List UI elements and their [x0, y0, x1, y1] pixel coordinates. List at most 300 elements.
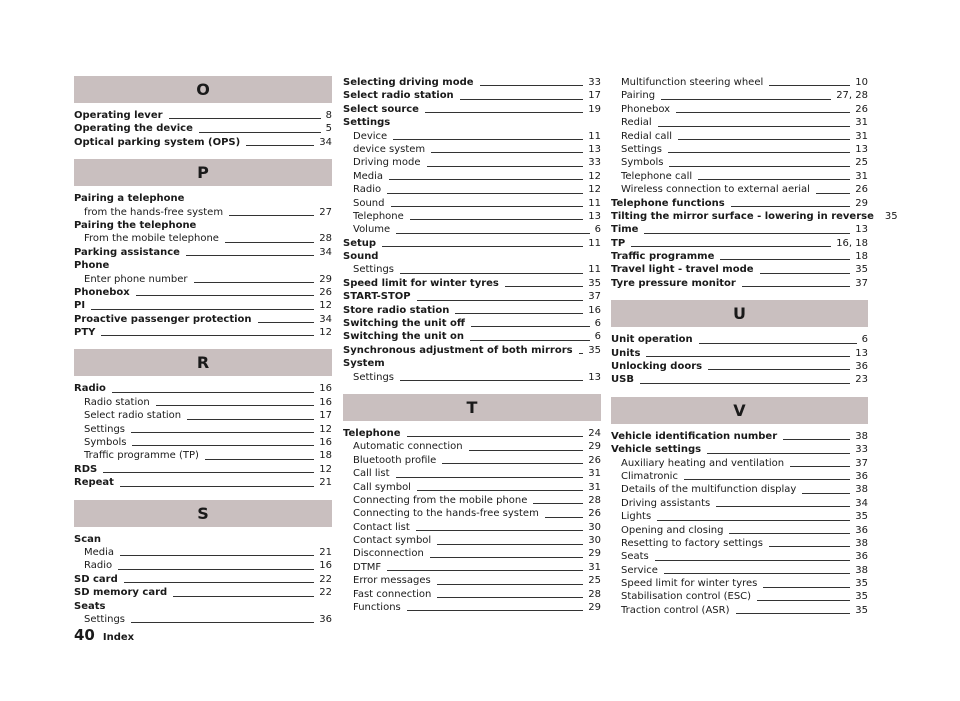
entry-text: START-STOP [343, 291, 411, 303]
leader-line [225, 242, 314, 243]
index-entry [74, 313, 332, 326]
index-subentry [74, 613, 332, 626]
entry-text: Radio [353, 184, 382, 196]
entry-text: Connecting from the mobile phone [353, 494, 528, 506]
leader-line [545, 517, 583, 518]
entry-text: Traffic programme [611, 251, 715, 263]
index-subentry [611, 156, 868, 169]
section-letter-heading: T [343, 394, 601, 421]
leader-line [579, 353, 584, 354]
section-label: Index [102, 632, 135, 643]
leader-line [229, 215, 314, 216]
entry-text: Unlocking doors [611, 361, 703, 373]
page-ref: 34 [319, 246, 332, 258]
leader-line [533, 503, 583, 504]
index-entry [611, 250, 868, 263]
page-ref: 27 [319, 206, 332, 218]
entry-text: Operating the device [74, 123, 193, 135]
index-subentry [343, 197, 601, 210]
index-entry [74, 573, 332, 586]
leader-line [469, 450, 584, 451]
entry-text: Vehicle settings [611, 444, 702, 456]
entry-text: Call symbol [353, 481, 411, 493]
page-ref: 35 [855, 511, 868, 523]
entry-text: Telephone [353, 210, 404, 222]
index-subentry [343, 588, 601, 601]
page-ref: 31 [588, 481, 601, 493]
page-ref: 21 [319, 477, 332, 489]
index-subentry [343, 601, 601, 614]
leader-line [410, 219, 583, 220]
leader-line [258, 322, 315, 323]
index-subentry [343, 561, 601, 574]
index-subentry [611, 550, 868, 563]
entry-text: Phonebox [621, 103, 671, 115]
index-subentry [343, 263, 601, 276]
entry-text: Multifunction steering wheel [621, 76, 764, 88]
entry-text: DTMF [353, 561, 382, 573]
page-ref: 28 [588, 588, 601, 600]
page-ref: 26 [588, 454, 601, 466]
entry-text: device system [353, 143, 426, 155]
page-ref: 16 [319, 396, 332, 408]
page-ref: 6 [861, 334, 868, 346]
entry-text: Pairing [621, 90, 656, 102]
index-subentry [74, 436, 332, 449]
page-ref: 11 [588, 197, 601, 209]
page-ref: 31 [855, 170, 868, 182]
entry-text: Settings [353, 371, 395, 383]
leader-line [437, 584, 584, 585]
index-entry [611, 197, 868, 210]
leader-line [387, 570, 583, 571]
leader-line [470, 340, 590, 341]
entry-text: PTY [74, 327, 96, 339]
page-ref: 31 [855, 117, 868, 129]
index-subentry [611, 537, 868, 550]
index-subentry [611, 591, 868, 604]
page-ref: 26 [319, 286, 332, 298]
index-column-3 [611, 76, 898, 617]
leader-line [169, 118, 321, 119]
entry-text: Traction control (ASR) [621, 604, 730, 616]
page-ref: 37 [855, 457, 868, 469]
entry-text: Symbols [621, 157, 664, 169]
page-ref: 33 [588, 157, 601, 169]
index-entry [611, 430, 868, 443]
index-entry [74, 286, 332, 299]
entry-text: Speed limit for winter tyres [621, 578, 758, 590]
entry-text: Tilting the mirror surface - lowering in reverse [611, 210, 874, 222]
page-ref: 13 [588, 143, 601, 155]
entry-text: RDS [74, 463, 98, 475]
index-subentry [74, 206, 332, 219]
entry-text: Lights [621, 511, 652, 523]
entry-text: Proactive passenger protection [74, 313, 252, 325]
entry-text: Repeat [74, 477, 114, 489]
index-subentry [343, 534, 601, 547]
entry-text: Driving mode [353, 157, 421, 169]
index-subentry [611, 510, 868, 523]
entry-text: Switching the unit off [343, 318, 465, 330]
entry-text: Auxiliary heating and ventilation [621, 457, 785, 469]
section-letter-heading: S [74, 500, 332, 527]
entry-text: PI [74, 300, 86, 312]
index-entry [343, 304, 601, 317]
index-subentry [74, 273, 332, 286]
leader-line [427, 166, 584, 167]
page-ref: 38 [855, 430, 868, 442]
index-subentry [343, 467, 601, 480]
entry-text: Telephone functions [611, 197, 725, 209]
entry-text: Connecting to the hands-free system [353, 508, 539, 520]
page-ref: 36 [855, 524, 868, 536]
index-heading: Pairing a telephone [74, 193, 185, 205]
page-ref: 17 [588, 90, 601, 102]
leader-line [661, 99, 831, 100]
leader-line [742, 286, 850, 287]
page-ref: 28 [588, 494, 601, 506]
index-subentry [611, 103, 868, 116]
index-entry [74, 122, 332, 135]
entry-text: Functions [353, 602, 401, 614]
entry-text: Details of the multifunction display [621, 484, 797, 496]
entry-text: SD card [74, 573, 118, 585]
leader-line [131, 432, 314, 433]
page-ref: 13 [855, 143, 868, 155]
leader-line [131, 622, 314, 623]
index-subentry [343, 494, 601, 507]
page-ref: 35 [855, 591, 868, 603]
leader-line [471, 326, 590, 327]
index-subentry [343, 371, 601, 384]
page-ref: 36 [855, 470, 868, 482]
leader-line [669, 166, 850, 167]
page-footer [74, 626, 134, 644]
section-letter-heading: O [74, 76, 332, 103]
index-subentry [74, 232, 332, 245]
index-entry [611, 263, 868, 276]
index-subentry [611, 183, 868, 196]
index-entry [611, 373, 868, 386]
page-ref: 12 [588, 170, 601, 182]
entry-text: Telephone call [621, 170, 693, 182]
index-entry [611, 360, 868, 373]
entry-text: From the mobile telephone [84, 233, 219, 245]
leader-line [393, 139, 583, 140]
entry-text: Time [611, 224, 639, 236]
index-heading: System [343, 358, 385, 370]
index-heading: Phone [74, 260, 110, 272]
entry-text: Radio [74, 383, 106, 395]
page-ref: 19 [588, 103, 601, 115]
entry-text: Setup [343, 237, 377, 249]
entry-text: SD memory card [74, 587, 168, 599]
index-subentry [611, 577, 868, 590]
page-ref: 29 [855, 197, 868, 209]
entry-text: Settings [84, 423, 126, 435]
entry-text: Driving assistants [621, 497, 711, 509]
leader-line [455, 313, 583, 314]
page-ref: 18 [319, 450, 332, 462]
page-ref: 12 [319, 423, 332, 435]
index-entry [74, 109, 332, 122]
page-ref: 30 [588, 521, 601, 533]
index-subentry [611, 89, 868, 102]
entry-text: Settings [353, 264, 395, 276]
index-heading: Pairing the telephone [74, 219, 197, 231]
leader-line [103, 472, 314, 473]
leader-line [124, 582, 315, 583]
leader-line [400, 380, 583, 381]
entry-text: Service [621, 564, 658, 576]
entry-text: Volume [353, 224, 391, 236]
page-ref: 29 [588, 602, 601, 614]
leader-line [736, 613, 851, 614]
leader-line [425, 112, 583, 113]
index-heading: Scan [74, 533, 101, 545]
page-ref: 25 [855, 157, 868, 169]
index-subentry [611, 116, 868, 129]
index-subentry [74, 559, 332, 572]
entry-text: Vehicle identification number [611, 430, 778, 442]
page-ref: 13 [588, 371, 601, 383]
leader-line [431, 152, 583, 153]
entry-text: USB [611, 374, 634, 386]
leader-line [442, 463, 583, 464]
entry-text: Contact symbol [353, 535, 432, 547]
page-ref: 6 [594, 224, 601, 236]
index-entry [611, 347, 868, 360]
page-ref: 34 [319, 136, 332, 148]
leader-line [708, 369, 850, 370]
leader-line [729, 533, 850, 534]
leader-line [437, 544, 583, 545]
index-subentry [343, 548, 601, 561]
leader-line [430, 557, 583, 558]
leader-line [769, 85, 850, 86]
section-letter-heading: R [74, 349, 332, 376]
index-subentry [343, 170, 601, 183]
page-ref: 21 [319, 546, 332, 558]
leader-line [187, 419, 314, 420]
leader-line [816, 193, 850, 194]
page-ref: 38 [855, 564, 868, 576]
leader-line [698, 179, 850, 180]
index-subentry [343, 574, 601, 587]
leader-line [437, 597, 583, 598]
index-entry [343, 330, 601, 343]
leader-line [416, 530, 583, 531]
leader-line [407, 610, 584, 611]
page-ref: 33 [855, 444, 868, 456]
page-ref: 8 [325, 109, 332, 121]
index-subentry [611, 524, 868, 537]
leader-line [120, 486, 314, 487]
leader-line [480, 85, 584, 86]
page-ref: 36 [855, 551, 868, 563]
page-ref: 16 [319, 437, 332, 449]
leader-line [396, 233, 589, 234]
index-subentry [611, 564, 868, 577]
page-ref: 6 [594, 331, 601, 343]
index-subentry [343, 183, 601, 196]
leader-line [769, 546, 850, 547]
leader-line [391, 206, 584, 207]
page-ref: 35 [588, 344, 601, 356]
page-ref: 22 [319, 587, 332, 599]
entry-text: Contact list [353, 521, 410, 533]
index-subentry [611, 470, 868, 483]
page-ref: 12 [319, 463, 332, 475]
entry-text: Automatic connection [353, 441, 463, 453]
page-ref: 33 [588, 76, 601, 88]
entry-text: Redial [621, 117, 652, 129]
entry-text: Travel light - travel mode [611, 264, 754, 276]
leader-line [460, 99, 584, 100]
leader-line [644, 233, 850, 234]
entry-text: Select radio station [84, 410, 182, 422]
index-heading: Settings [343, 117, 391, 129]
leader-line [132, 445, 314, 446]
section-letter-heading: P [74, 159, 332, 186]
leader-line [246, 145, 314, 146]
page-ref: 37 [588, 291, 601, 303]
entry-text: Media [353, 170, 384, 182]
entry-text: Error messages [353, 575, 431, 587]
leader-line [205, 459, 314, 460]
entry-text: Units [611, 347, 641, 359]
page-ref: 17 [319, 410, 332, 422]
page-ref: 26 [855, 103, 868, 115]
leader-line [731, 206, 851, 207]
page-ref: 11 [588, 237, 601, 249]
page-ref: 35 [855, 264, 868, 276]
leader-line [112, 392, 314, 393]
page-ref: 29 [588, 548, 601, 560]
entry-text: Opening and closing [621, 524, 724, 536]
page-ref: 34 [855, 497, 868, 509]
leader-line [136, 295, 315, 296]
page-ref: 26 [588, 508, 601, 520]
page-ref: 13 [855, 347, 868, 359]
page-ref: 29 [588, 441, 601, 453]
page-ref: 36 [855, 361, 868, 373]
index-entry [343, 237, 601, 250]
entry-text: Switching the unit on [343, 331, 464, 343]
leader-line [664, 573, 850, 574]
index-subentry [343, 440, 601, 453]
index-entry [343, 277, 601, 290]
entry-text: TP [611, 237, 626, 249]
index-entry [611, 277, 868, 290]
index-entry [343, 427, 601, 440]
page-ref: 31 [588, 561, 601, 573]
leader-line [91, 309, 314, 310]
leader-line [194, 282, 315, 283]
leader-line [757, 600, 850, 601]
entry-text: Operating lever [74, 109, 163, 121]
entry-text: Telephone [343, 427, 401, 439]
leader-line [760, 273, 851, 274]
index-entry [611, 443, 868, 456]
page-ref: 5 [325, 123, 332, 135]
page-ref: 38 [855, 537, 868, 549]
leader-line [720, 259, 850, 260]
leader-line [400, 273, 583, 274]
index-subentry [611, 130, 868, 143]
leader-line [783, 439, 850, 440]
index-column-2 [343, 76, 601, 614]
index-subentry [611, 483, 868, 496]
leader-line [173, 596, 314, 597]
entry-text: from the hands-free system [84, 206, 224, 218]
entry-text: Store radio station [343, 304, 450, 316]
leader-line [676, 112, 850, 113]
entry-text: Synchronous adjustment of both mirrors [343, 344, 573, 356]
entry-text: Device [353, 130, 388, 142]
entry-text: Redial call [621, 130, 673, 142]
entry-text: Radio station [84, 396, 150, 408]
index-entry [343, 344, 601, 357]
page-ref: 31 [855, 130, 868, 142]
leader-line [101, 335, 314, 336]
page-ref: 16, 18 [836, 237, 868, 249]
entry-text: Tyre pressure monitor [611, 277, 736, 289]
index-entry [74, 246, 332, 259]
page-ref: 29 [319, 273, 332, 285]
entry-text: Select source [343, 103, 419, 115]
leader-line [120, 555, 314, 556]
page-ref: 12 [319, 327, 332, 339]
index-entry [343, 103, 601, 116]
page-ref: 35 [884, 210, 898, 222]
leader-line [763, 587, 850, 588]
index-entry [74, 463, 332, 476]
index-entry [74, 382, 332, 395]
entry-text: Fast connection [353, 588, 432, 600]
index-subentry [74, 409, 332, 422]
page-ref: 36 [319, 613, 332, 625]
index-subentry [343, 481, 601, 494]
leader-line [186, 255, 314, 256]
page-ref: 35 [855, 578, 868, 590]
index-entry [74, 136, 332, 149]
index-subentry [343, 210, 601, 223]
page-ref: 12 [319, 300, 332, 312]
page-ref: 28 [319, 233, 332, 245]
leader-line [678, 139, 850, 140]
entry-text: Seats [621, 551, 649, 563]
leader-line [389, 179, 583, 180]
index-subentry [611, 457, 868, 470]
index-subentry [343, 156, 601, 169]
page-ref: 35 [588, 277, 601, 289]
index-subentry [343, 507, 601, 520]
leader-line [658, 126, 851, 127]
leader-line [684, 479, 850, 480]
entry-text: Sound [353, 197, 385, 209]
entry-text: Stabilisation control (ESC) [621, 591, 752, 603]
page-ref: 31 [588, 468, 601, 480]
entry-text: Settings [84, 613, 126, 625]
entry-text: Unit operation [611, 334, 693, 346]
index-subentry [611, 76, 868, 89]
index-entry [74, 299, 332, 312]
index-heading: Sound [343, 251, 379, 263]
entry-text: Radio [84, 560, 113, 572]
page-ref: 13 [855, 224, 868, 236]
